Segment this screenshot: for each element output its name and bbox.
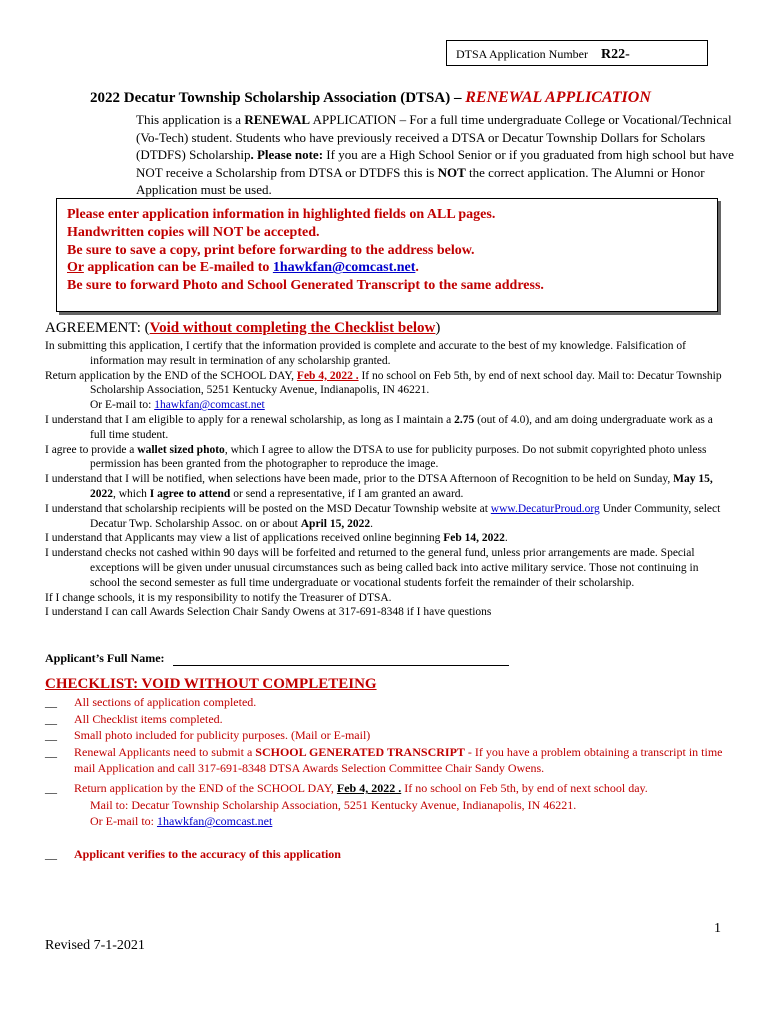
term-change-schools: If I change schools, it is my responsibility to notify the Treasurer of DTSA. (45, 591, 392, 604)
term-photo: I agree to provide a wallet sized photo, which I agree to allow the DTSA to use for publicity purposes. Do not submit copyrighted photo unless permission has been granted from the photographer to reproduce the image. (45, 443, 707, 471)
page-title (90, 89, 651, 107)
checklist-heading: CHECKLIST: VOID WITHOUT COMPLETEING (45, 676, 377, 692)
term-notified: I understand that I will be notified, when selections have been made, prior to the DTSA Afternoon of Recognition to be held on Sunday, May 15, 2022, which I agree to attend or send a representative, if I am granted an award. (45, 473, 713, 500)
applicant-name-label: Applicant’s Full Name: (45, 651, 165, 665)
page-number: 1 (714, 921, 721, 936)
checklist-item[interactable]: __ All Checklist items completed. (45, 711, 223, 726)
applicant-name-row (45, 651, 509, 666)
checklist-item[interactable]: __ Applicant verifies to the accuracy of this application (45, 846, 341, 861)
intro-paragraph: This application is a RENEWAL APPLICATION – For a full time undergraduate College or Vocational/Technical (Vo-Tech) student. Students who have previously received a DTSA or Decatur Township Dollars for Scholars (DTDFS) Scholarship. Please note: If you are a High School Senior or if you graduated from high school but have NOT receive a Scholarship from DTSA or DTDFS this is NOT the correct application. The Alumni or Honor Application must be used. (136, 112, 734, 198)
checklist-item[interactable]: __ Return application by the END of the SCHOOL DAY, Feb 4, 2022 . If no school on Feb 5th, by end of next school day. Mail to: Decatur Township Scholarship Association, 5251 Kentucky Avenue, Indianapolis, IN 46221. Or E-mail to: 1hawkfan@comcast.net (45, 780, 648, 829)
term-call: I understand I can call Awards Selection Chair Sandy Owens at 317-691-8348 if I have questions (45, 606, 492, 619)
title-accent: RENEWAL APPLICATION (465, 89, 651, 106)
checklist-item[interactable]: __ All sections of application completed. (45, 695, 257, 709)
agreement-terms (45, 339, 730, 620)
email-link[interactable]: 1hawkfan@comcast.net (272, 260, 416, 276)
checklist-item[interactable]: __ Small photo included for publicity purposes. (Mail or E-mail) (45, 728, 371, 743)
term-return: Return application by the END of the SCHOOL DAY, Feb 4, 2022 . If no school on Feb 5th, by end of next school day. Mail to: Decatur Township Scholarship Association, 5251 Kentucky Avenue, Indianapolis, IN 46221. Or E-mail to: 1hawkfan@comcast.net (45, 369, 722, 412)
instructions-box: Please enter application information in highlighted fields on ALL pages. Handwritten copies will NOT be accepted. Be sure to save a copy, print before forwarding to the address below. Or application can be E-mailed to 1hawkfan@comcast.net. Be sure to forward Photo and School Generated Transcript to the same address. (56, 198, 718, 312)
term-eligible: I understand that I am eligible to apply for a renewal scholarship, as long as I maintain a 2.75 (out of 4.0), and am doing undergraduate work as a full time student. (45, 413, 713, 441)
term-posted: I understand that scholarship recipients will be posted on the MSD Decatur Township website at www.DecaturProud.org Under Community, select Decatur Twp. Scholarship Assoc. on or about April 15, 2022. (45, 502, 721, 530)
website-link[interactable]: www.DecaturProud.org (490, 502, 600, 515)
email-link[interactable]: 1hawkfan@comcast.net (154, 399, 265, 412)
term-certify: In submitting this application, I certify that the information provided is complete and accurate to the best of my knowledge. Falsification of information may result in termination of any scholarship granted. (45, 340, 686, 367)
checklist (45, 694, 745, 862)
term-view-list: I understand that Applicants may view a list of applications received online beginning Feb 14, 2022. (45, 532, 508, 545)
revised-date: Revised 7-1-2021 (45, 938, 145, 953)
application-number-box[interactable] (446, 40, 708, 66)
email-link[interactable]: 1hawkfan@comcast.net (156, 814, 273, 829)
applicant-name-field[interactable] (173, 653, 509, 666)
application-number-label: DTSA Application Number (456, 47, 588, 61)
title-main: 2022 Decatur Township Scholarship Association (DTSA) – (90, 90, 462, 106)
checklist-item[interactable]: __ Renewal Applicants need to submit a SCHOOL GENERATED TRANSCRIPT - If you have a problem obtaining a transcript in time mail Application and call 317-691-8348 DTSA Awards Selection Committee Chair Sandy Owens. (45, 744, 723, 776)
term-checks: I understand checks not cashed within 90 days will be forfeited and returned to the general fund, unless prior arrangements are made. Special exceptions will be given under unusual circumstances such as being called back into active military service. Those not continuing in school the second semester as full time undergraduate or vocational students forfeit the remainder of their scholarship. (45, 547, 699, 589)
application-number-value[interactable]: R22- (601, 47, 630, 62)
agreement-heading: AGREEMENT: (Void without completing the Checklist below) (45, 320, 441, 336)
